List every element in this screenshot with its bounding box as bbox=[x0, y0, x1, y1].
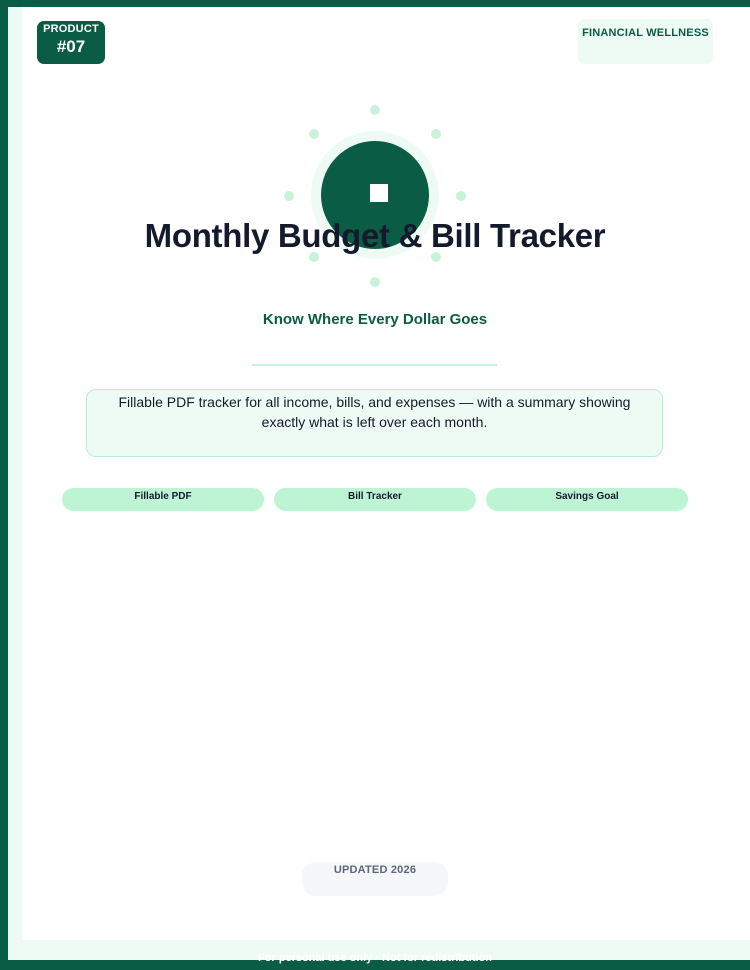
page-title: Monthly Budget & Bill Tracker bbox=[144, 217, 606, 254]
footer-notice: For personal use only · Not for redistribution bbox=[257, 952, 493, 964]
product-number: #07 bbox=[56, 37, 86, 56]
updated-label: UPDATED 2026 bbox=[333, 864, 417, 876]
updated-badge bbox=[302, 862, 448, 896]
emblem-dot bbox=[370, 277, 380, 287]
emblem-dot bbox=[431, 129, 441, 139]
divider bbox=[252, 364, 497, 366]
tag-savings-goal bbox=[486, 488, 688, 511]
tag-label: Savings Goal bbox=[555, 491, 619, 502]
frame-left-bar bbox=[0, 0, 8, 970]
tag-label: Bill Tracker bbox=[348, 491, 402, 502]
emblem-dot bbox=[456, 191, 466, 201]
product-label: PRODUCT bbox=[43, 23, 99, 35]
emblem-dot bbox=[370, 105, 380, 115]
tag-bill-tracker bbox=[274, 488, 476, 511]
tag-label: Fillable PDF bbox=[134, 491, 192, 502]
emblem bbox=[275, 96, 475, 296]
description-box bbox=[86, 389, 663, 457]
description-text: Fillable PDF tracker for all income, bills, and expenses — with a summary showing exactly what is left over each month. bbox=[118, 394, 631, 430]
category-badge bbox=[578, 19, 713, 64]
frame-left-accent bbox=[8, 7, 22, 940]
tag-fillable-pdf bbox=[62, 488, 264, 511]
emblem-dot bbox=[284, 191, 294, 201]
emblem-dot bbox=[309, 129, 319, 139]
page-subtitle: Know Where Every Dollar Goes bbox=[262, 311, 488, 328]
category-label: FINANCIAL WELLNESS bbox=[582, 27, 709, 39]
frame-top-bar bbox=[0, 0, 750, 7]
square-icon bbox=[370, 184, 388, 202]
product-badge bbox=[37, 21, 105, 64]
